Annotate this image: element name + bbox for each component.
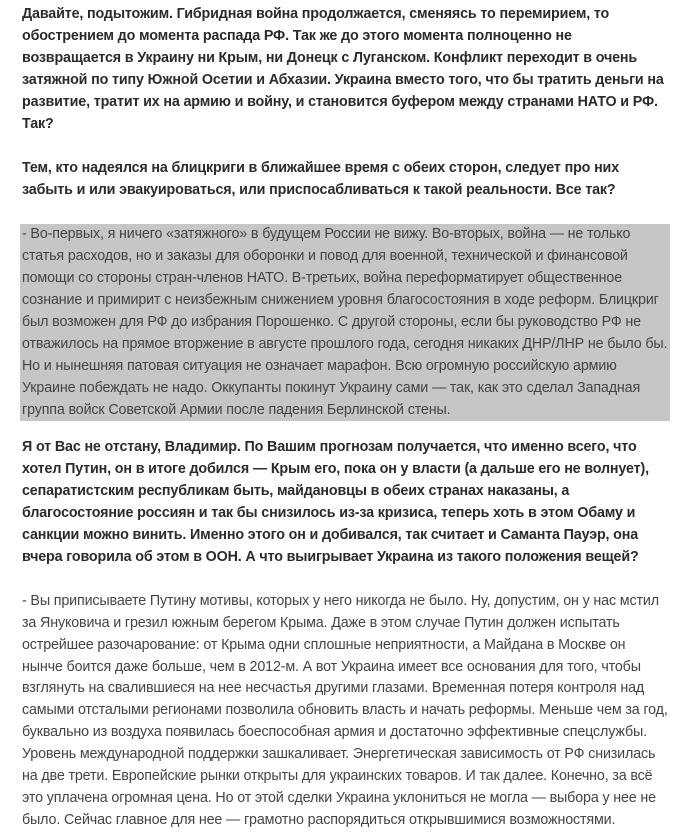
interview-answer-highlighted[interactable]: - Во-первых, я ничего «затяжного» в будущем России не вижу. Во-вторых, война — не только статья расходов, но и заказы для оборонки и повод для военной, технической и финансовой помощи со стороны стран-членов НАТО. В-третьих, война переформатирует общественное сознание и примирит с неизбежным снижением уровня благосостояния в ходе реформ. Блицкриг был возможен для РФ до избрания Порошенко. С другой стороны, если бы руководство РФ не отважилось на прямое вторжение в августе прошлого года, сегодня никаких ДНР/ЛНР не было бы. Но и нынешняя патовая ситуация не означает марафон. Всю огромную российскую армию Украине побеждать не надо. Оккупанты покинут Украину сами — так, как это сделал Западная группа войск Советской Армии после падения Берлинской стены. — [20, 224, 670, 421]
interview-answer: - Вы приписываете Путину мотивы, которых у него никогда не было. Ну, допустим, он у нас мстил за Януковича и грезил южным берегом Крыма. Даже в этом случае Путин должен испытать острейшее разочарование: от Крыма одни сплошные неприятности, а Майдана в Москве он нынче боится даже больше, чем в 2012-м. А вот Украина имеет все основания для того, чтобы взглянуть на свалившиеся на нее несчастья другими глазами. Временная потеря контроля над самыми отсталыми регионами позволила обновить власть и начать реформы. Меньше чем за год, буквально из воздуха появилась боеспособная армия и достаточно эффективные спецслужбы. Уровень международной поддержки зашкаливает. Энергетическая зависимость от РФ снизилась на две трети. Европейские рынки открыты для украинских товаров. И так далее. Конечно, за всё это уплачена огромная цена. Но от этой сделки Украина уклониться не могла — выбора у нее не было. Сейчас главное для нее — грамотно распорядиться открывшимися возможностями. — [22, 592, 668, 828]
interview-question: Тем, кто надеялся на блицкриги в ближайшее время с обеих сторон, следует про них забыть и или эвакуироваться, или приспосабливаться к такой реальности. Все так? — [22, 160, 619, 199]
interview-question: Я от Вас не отстану, Владимир. По Вашим прогнозам получается, что именно всего, что хотел Путин, он в итоге добился — Крым его, пока он у власти (а дальше его не волнует), сепаратистским республикам быть, майдановцы в обеих странах наказаны, а благосостояние россиян и так бы снизилось из-за кризиса, теперь хоть в этом Обаму и санкции можно винить. Именно этого он и добивался, так считает и Саманта Пауэр, она вчера говорила об этом в ООН. А что выигрывает Украина из такого положения вещей? — [22, 439, 649, 565]
article-body — [22, 4, 668, 832]
interview-question: Давайте, подытожим. Гибридная война продолжается, сменяясь то перемирием, то обострением до момента распада РФ. Так же до этого момента полноценно не возвращается в Украину ни Крым, ни Донецк с Луганском. Конфликт переходит в очень затяжной по типу Южной Осетии и Абхазии. Украина вместо того, что бы тратить деньги на развитие, тратит их на армию и войну, и становится буфером между странами НАТО и РФ. Так? — [22, 6, 664, 132]
